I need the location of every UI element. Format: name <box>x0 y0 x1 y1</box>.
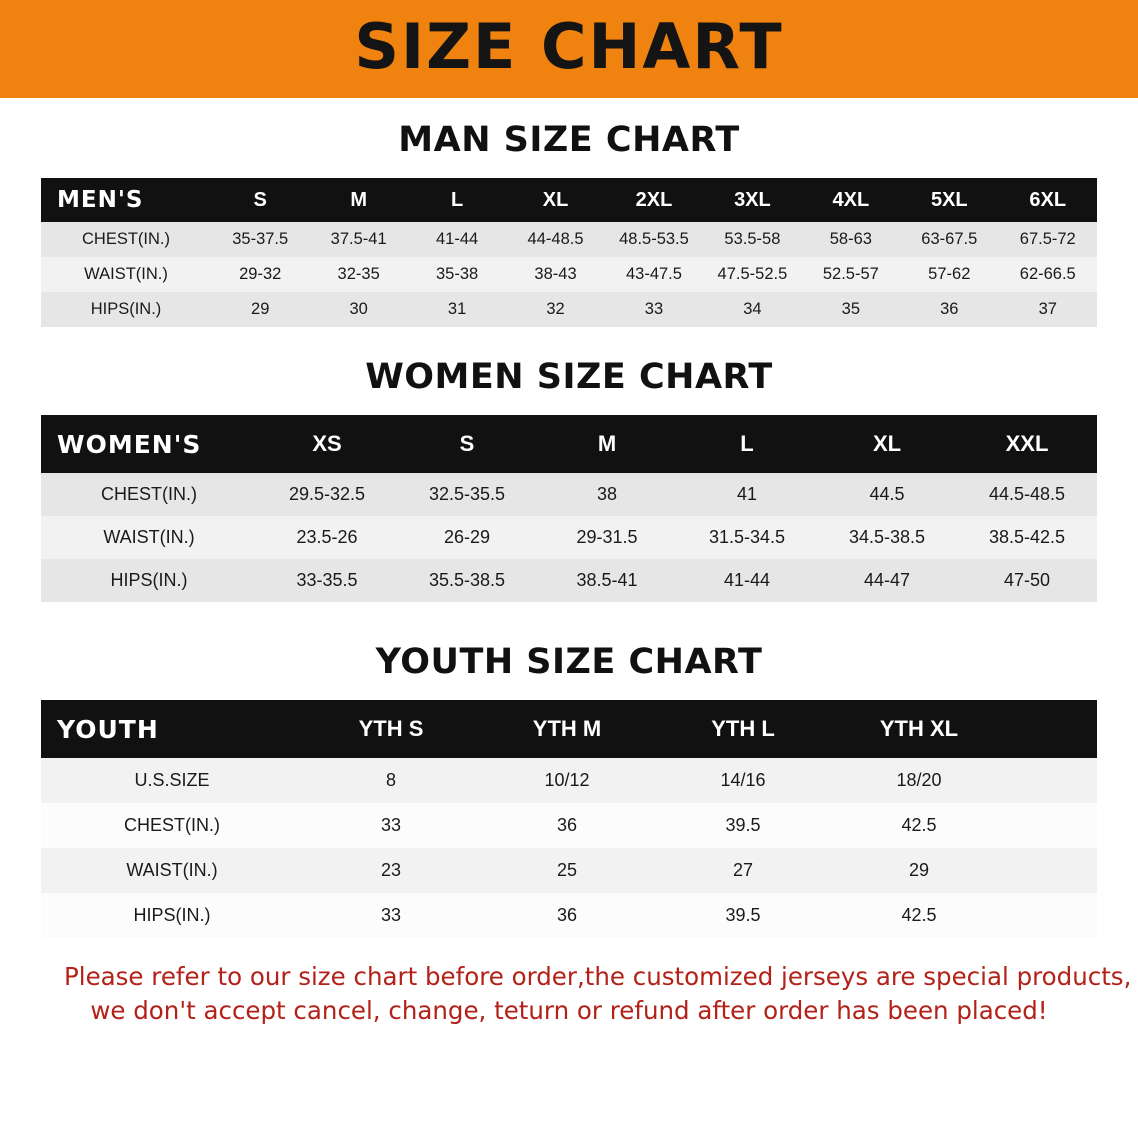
youth-row-0-cell-3: 18/20 <box>831 758 1007 803</box>
youth-row-2-cell-spacer <box>1007 848 1097 893</box>
man-row-2-cell-8: 37 <box>999 292 1098 327</box>
man-row-1-cell-5: 47.5-52.5 <box>703 257 801 292</box>
youth-row-1-cell-spacer <box>1007 803 1097 848</box>
man-row-1-cell-4: 43-47.5 <box>605 257 703 292</box>
women-row-0-cell-4: 44.5 <box>817 473 957 516</box>
table-row <box>41 222 1097 257</box>
man-row-0-cell-8: 67.5-72 <box>999 222 1098 257</box>
women-row-1-cell-5: 38.5-42.5 <box>957 516 1097 559</box>
youth-row-1-cell-0: 33 <box>303 803 479 848</box>
man-size-col-6: 4XL <box>802 178 900 222</box>
youth-row-1-cell-3: 42.5 <box>831 803 1007 848</box>
man-row-2-cell-2: 31 <box>408 292 506 327</box>
youth-row-2-cell-3: 29 <box>831 848 1007 893</box>
youth-row-2-label: WAIST(IN.) <box>41 848 303 893</box>
man-row-2-cell-4: 33 <box>605 292 703 327</box>
women-row-2-cell-0: 33-35.5 <box>257 559 397 602</box>
man-size-col-5: 3XL <box>703 178 801 222</box>
man-row-0-cell-7: 63-67.5 <box>900 222 998 257</box>
man-row-0-cell-6: 58-63 <box>802 222 900 257</box>
man-row-0-cell-5: 53.5-58 <box>703 222 801 257</box>
table-row <box>41 848 1097 893</box>
man-size-col-2: L <box>408 178 506 222</box>
youth-size-col-3: YTH XL <box>831 700 1007 758</box>
disclaimer-line-2: we don't accept cancel, change, teturn or refund after order has been placed! <box>90 995 1048 1025</box>
header-banner <box>0 0 1138 98</box>
women-row-1-cell-2: 29-31.5 <box>537 516 677 559</box>
man-row-2-label: HIPS(IN.) <box>41 292 211 327</box>
women-size-col-5: XXL <box>957 415 1097 473</box>
women-row-1-cell-3: 31.5-34.5 <box>677 516 817 559</box>
man-row-1-cell-8: 62-66.5 <box>999 257 1098 292</box>
youth-row-0-cell-2: 14/16 <box>655 758 831 803</box>
man-row-2-cell-0: 29 <box>211 292 309 327</box>
women-row-0-label: CHEST(IN.) <box>41 473 257 516</box>
women-row-2-cell-1: 35.5-38.5 <box>397 559 537 602</box>
man-row-1-cell-2: 35-38 <box>408 257 506 292</box>
table-row <box>41 803 1097 848</box>
man-row-1-cell-1: 32-35 <box>309 257 407 292</box>
man-size-col-3: XL <box>506 178 604 222</box>
youth-header-label: YOUTH <box>41 700 303 758</box>
women-row-2-cell-5: 47-50 <box>957 559 1097 602</box>
youth-row-3-cell-1: 36 <box>479 893 655 938</box>
man-header-label: MEN'S <box>41 178 211 222</box>
man-row-1-cell-6: 52.5-57 <box>802 257 900 292</box>
women-row-1-cell-0: 23.5-26 <box>257 516 397 559</box>
youth-row-2-cell-1: 25 <box>479 848 655 893</box>
table-header-row <box>41 178 1097 222</box>
disclaimer-note <box>64 960 1132 1028</box>
women-row-1-cell-1: 26-29 <box>397 516 537 559</box>
table-row <box>41 893 1097 938</box>
women-size-col-0: XS <box>257 415 397 473</box>
women-size-col-3: L <box>677 415 817 473</box>
man-row-1-label: WAIST(IN.) <box>41 257 211 292</box>
youth-row-2-cell-2: 27 <box>655 848 831 893</box>
youth-row-2-cell-0: 23 <box>303 848 479 893</box>
man-size-col-4: 2XL <box>605 178 703 222</box>
man-row-0-cell-0: 35-37.5 <box>211 222 309 257</box>
man-row-0-cell-2: 41-44 <box>408 222 506 257</box>
women-row-2-cell-2: 38.5-41 <box>537 559 677 602</box>
man-size-table <box>41 178 1097 327</box>
man-size-table-wrapper <box>41 178 1097 327</box>
table-row <box>41 559 1097 602</box>
table-header-row <box>41 700 1097 758</box>
man-row-0-label: CHEST(IN.) <box>41 222 211 257</box>
women-row-0-cell-3: 41 <box>677 473 817 516</box>
women-row-2-cell-3: 41-44 <box>677 559 817 602</box>
youth-size-table-wrapper <box>41 700 1097 938</box>
man-row-2-cell-1: 30 <box>309 292 407 327</box>
youth-row-3-cell-2: 39.5 <box>655 893 831 938</box>
women-row-1-cell-4: 34.5-38.5 <box>817 516 957 559</box>
youth-size-col-1: YTH M <box>479 700 655 758</box>
women-row-0-cell-0: 29.5-32.5 <box>257 473 397 516</box>
women-size-col-4: XL <box>817 415 957 473</box>
man-row-0-cell-3: 44-48.5 <box>506 222 604 257</box>
man-row-1-cell-7: 57-62 <box>900 257 998 292</box>
women-size-col-1: S <box>397 415 537 473</box>
women-size-col-2: M <box>537 415 677 473</box>
youth-row-0-cell-0: 8 <box>303 758 479 803</box>
youth-row-3-cell-spacer <box>1007 893 1097 938</box>
women-row-0-cell-5: 44.5-48.5 <box>957 473 1097 516</box>
man-row-0-cell-4: 48.5-53.5 <box>605 222 703 257</box>
women-row-0-cell-2: 38 <box>537 473 677 516</box>
table-row <box>41 516 1097 559</box>
women-row-2-label: HIPS(IN.) <box>41 559 257 602</box>
man-size-col-1: M <box>309 178 407 222</box>
page-title: SIZE CHART <box>354 10 784 83</box>
man-row-2-cell-6: 35 <box>802 292 900 327</box>
man-row-2-cell-3: 32 <box>506 292 604 327</box>
man-size-col-0: S <box>211 178 309 222</box>
man-size-col-7: 5XL <box>900 178 998 222</box>
women-size-table-wrapper <box>41 415 1097 602</box>
man-size-col-8: 6XL <box>999 178 1098 222</box>
man-section-title: MAN SIZE CHART <box>398 120 740 160</box>
youth-size-col-0: YTH S <box>303 700 479 758</box>
table-row <box>41 473 1097 516</box>
table-row <box>41 257 1097 292</box>
man-row-2-cell-7: 36 <box>900 292 998 327</box>
man-row-1-cell-0: 29-32 <box>211 257 309 292</box>
women-row-0-cell-1: 32.5-35.5 <box>397 473 537 516</box>
youth-row-3-label: HIPS(IN.) <box>41 893 303 938</box>
youth-row-3-cell-0: 33 <box>303 893 479 938</box>
man-row-0-cell-1: 37.5-41 <box>309 222 407 257</box>
women-section-title: WOMEN SIZE CHART <box>365 357 773 397</box>
youth-size-table <box>41 700 1097 938</box>
table-row <box>41 292 1097 327</box>
youth-size-col-2: YTH L <box>655 700 831 758</box>
youth-row-1-cell-2: 39.5 <box>655 803 831 848</box>
table-header-row <box>41 415 1097 473</box>
women-row-2-cell-4: 44-47 <box>817 559 957 602</box>
table-row <box>41 758 1097 803</box>
youth-row-3-cell-3: 42.5 <box>831 893 1007 938</box>
man-row-2-cell-5: 34 <box>703 292 801 327</box>
youth-row-0-cell-1: 10/12 <box>479 758 655 803</box>
women-header-label: WOMEN'S <box>41 415 257 473</box>
disclaimer-line-1: Please refer to our size chart before order,the customized jerseys are special products, <box>64 962 1132 991</box>
youth-row-1-label: CHEST(IN.) <box>41 803 303 848</box>
youth-section-title: YOUTH SIZE CHART <box>375 642 763 682</box>
women-row-1-label: WAIST(IN.) <box>41 516 257 559</box>
man-row-1-cell-3: 38-43 <box>506 257 604 292</box>
youth-row-0-cell-spacer <box>1007 758 1097 803</box>
women-size-table <box>41 415 1097 602</box>
youth-size-col-spacer <box>1007 700 1097 758</box>
youth-row-1-cell-1: 36 <box>479 803 655 848</box>
youth-row-0-label: U.S.SIZE <box>41 758 303 803</box>
